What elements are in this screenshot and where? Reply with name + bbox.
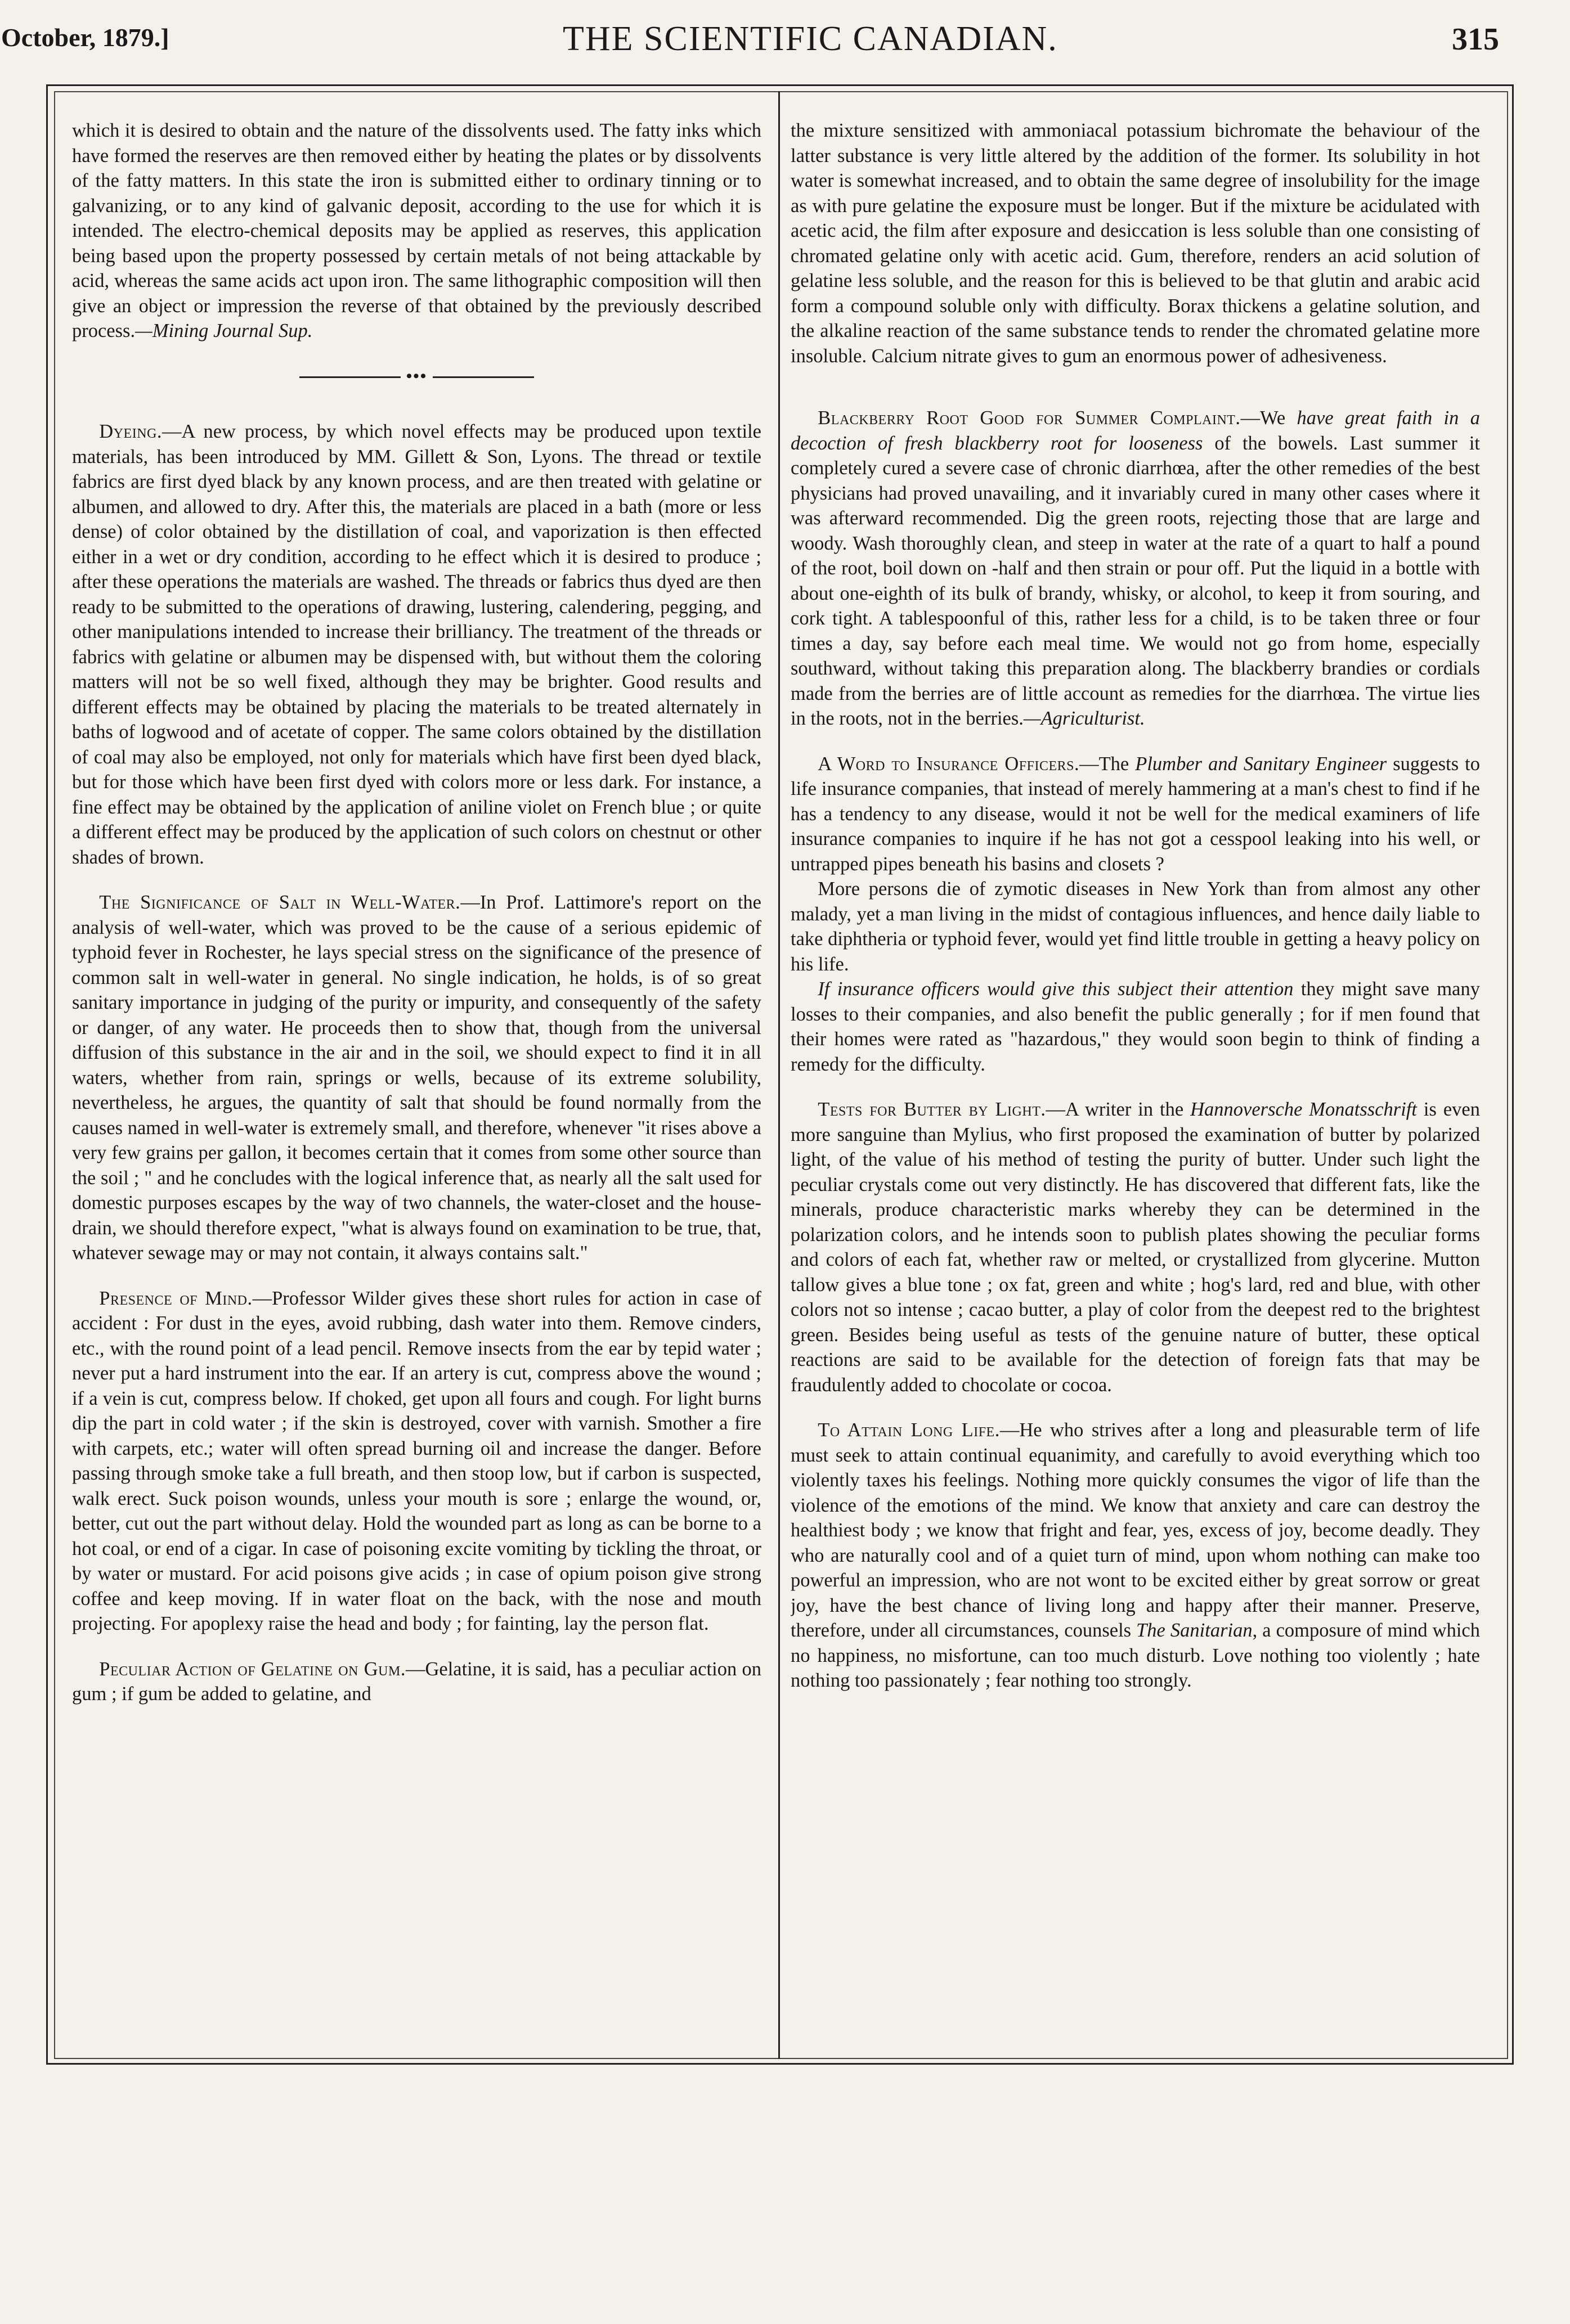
article-salt-well-water (72, 890, 761, 1266)
article-heading: Peculiar Action of Gelatine on Gum. (99, 1658, 406, 1680)
article-body: suggests to life insurance companies, that instead of merely hammering at a man's chest to find if he has a tendency to any disease, would it not be well for the medical examiners of life insurance companies to inquire if he has not got a cesspool leaking into his well, or untrapped pipes beneath his basins and closets ? (791, 753, 1480, 875)
continuation-source: —Mining Journal Sup. (135, 320, 313, 341)
journal-name: Plumber and Sanitary Engineer (1135, 753, 1387, 775)
article-presence-of-mind (72, 1286, 761, 1637)
journal-name: Hannoversche Monatsschrift (1190, 1099, 1417, 1120)
page-number: 315 (1452, 22, 1499, 57)
article-blackberry-root (791, 406, 1480, 731)
column-divider (778, 91, 780, 2059)
section-separator (72, 364, 761, 389)
publication-title: THE SCIENTIFIC CANADIAN. (563, 20, 1058, 58)
article-body: —In Prof. Lattimore's report on the analysis of well-water, which was proved to be the cause of a serious epidemic of typhoid fever in Rochester, he lays special stress on the significance of the presence of common salt in well-water in general. No single indication, he holds, is of so great sanitary importance in judging of the purity or impurity, and consequently of the safety or danger, of any water. He proceeds then to show that, though from the universal diffusion of this substance in the air and in the soil, we should expect to find it in all waters, whether from rain, springs or wells, because of its extreme solubility, nevertheless, he argues, the quantity of salt that should be found normally from the causes named in well-water is extremely small, and therefore, whenever "it rises above a very few grains per gallon, it becomes certain that it comes from some other source than the soil ; " and he concludes with the logical inference that, as nearly all the salt used for domestic purposes escapes by the way of two channels, the water-closet and the house-drain, we should therefore expect, "what is always found on examination to be true, that, whatever sewage may or may not contain, it always contains salt." (72, 892, 761, 1264)
article-intro: —A writer in the (1046, 1099, 1191, 1120)
article-body: —Professor Wilder gives these short rules for action in case of accident : For dust in the eyes, avoid rubbing, dash water into them. Remove cinders, etc., with the round point of a lead pencil. Remove insects from the ear by tepid water ; never put a hard instrument into the ear. If an artery is cut, compress above the wound ; if a vein is cut, compress below. If choked, get upon all fours and cough. For light burns dip the part in cold water ; if the skin is destroyed, cover with varnish. Smother a fire with carpets, etc.; water will often spread burning oil and increase the danger. Before passing through smoke take a full breath, and then stoop low, but if carbon is suspected, walk erect. Suck poison wounds, unless your mouth is sore ; enlarge the wound, or, better, cut out the part without delay. Hold the wounded part as long as can be borne to a hot coal, or end of a cigar. In case of poisoning excite vomiting by tickling the throat, or by water or mustard. For acid poisons give acids ; in case of opium poison give strong coffee and keep moving. If in water float on the back, with the nose and mouth projecting. For apoplexy raise the head and body ; for fainting, lay the person flat. (72, 1287, 761, 1634)
journal-name: The Sanitarian (1136, 1620, 1253, 1641)
separator-rule-left (299, 376, 401, 378)
continuation-text: which it is desired to obtain and the nature of the dissolvents used. The fatty inks which have formed the reserves are then removed either by heating the plates or by dissolvents of the fatty matters. In this state the iron is submitted either to ordinary tinning or to galvanizing, or to any kind of galvanic deposit, according to the use for which it is intended. The electro-chemical deposits may be applied as reserves, this application being based upon the property possessed by certain metals of not being attackable by acid, whereas the same acids act upon iron. The same lithographic composition will then give an object or impression the reverse of that obtained by the previously described process. (72, 120, 761, 341)
separator-rule-right (433, 376, 534, 378)
article-intro-italic: have great faith in a decoction of fresh blackberry root for looseness (791, 407, 1480, 454)
article-paragraph-2: More persons die of zymotic diseases in New York than from almost any other malady, yet a man living in the midst of contagious influences, and hence daily liable to take diphtheria or typhoid fever, would yet find little trouble in getting a heavy policy on his life. (791, 878, 1480, 975)
article-body: of the bowels. Last summer it completely cured a severe case of chronic diarrhœa, after the other remedies of the best physicians had proved unavailing, and it invariably cured in many other cases where it was afterward recommended. Dig the green roots, rejecting those that are large and woody. Wash thoroughly clean, and steep in water at the rate of a quart to half a pound of the root, boil down on -half and then strain or pour off. Put the liquid in a bottle with about one-eighth of its bulk of brandy, whisky, or alcohol, to keep it from souring, and cork tight. A tablespoonful of this, rather less for a child, is to be taken three or four times a day, say before each meal time. We would not go from home, especially southward, without taking this preparation along. The blackberry brandies or cordials made from the berries are of little account as remedies for the diarrhœa. The virtue lies in the roots, not in the berries. (791, 432, 1480, 729)
right-column (791, 118, 1480, 2053)
page-header (0, 0, 1570, 84)
article-heading: Blackberry Root Good for Summer Complaint. (818, 407, 1241, 429)
article-body: is even more sanguine than Mylius, who first proposed the examination of butter by polarized light, of the value of his method of testing the purity of butter. Under such light the peculiar crystals come out very distinctly. He has discovered that different fats, like the minerals, produce characteristic marks whereby they can be determined in the polarization colors, and he intends soon to publish plates showing the peculiar forms and colors of each fat, whether raw or melted, or crystallized from glycerine. Mutton tallow gives a blue tone ; ox fat, green and white ; hog's lard, red and blue, with other colors not so intense ; cacao butter, a play of color from the deepest red to the brightest green. Besides being useful as tests of the genuine nature of butter, these optical reactions are said to be available for the detection of foreign fats that may be fraudulently added to chocolate or cocoa. (791, 1099, 1480, 1396)
article-heading: The Significance of Salt in Well-Water. (99, 892, 461, 913)
article-body: —A new process, by which novel effects may be produced upon textile materials, has been introduced by MM. Gillett & Son, Lyons. The thread or textile fabrics are first dyed black by any known process, and are then treated with gelatine or albumen, and allowed to dry. After this, the materials are placed in a bath (more or less dense) of color obtained by the distillation of coal, and vaporization is then effected either in a wet or dry condition, according to he effect which it is desired to produce ; after these operations the materials are washed. The threads or fabrics thus dyed are then ready to be submitted to the operations of drawing, lustering, calendering, pegging, and other manipulations intended to increase their brilliancy. The treatment of the threads or fabrics with gelatine or albumen may be dispensed with, but without them the coloring matters will not be so well fixed, although they may be brighter. Good results and different effects may be obtained by placing the materials to be treated alternately in baths of logwood and of acetate of copper. The same colors obtained by the distillation of coal may also be employed, not only for materials which have first been dyed black, but for those which have been first dyed with colors more or less dark. For instance, a fine effect may be obtained by the application of aniline violet on French blue ; or quite a different effect may be produced by the application of such colors on chestnut or other shades of brown. (72, 421, 761, 868)
article-body-end: , a composure of mind which no happiness, no misfortune, can too much disturb. Love nothing too violently ; hate nothing too passionately ; fear nothing too strongly. (791, 1620, 1480, 1691)
article-heading: Presence of Mind. (99, 1287, 253, 1309)
left-column (72, 118, 761, 2053)
article-gelatine-gum (72, 1657, 761, 1707)
article-continuation-gelatine (791, 118, 1480, 368)
article-continuation-lithography (72, 118, 761, 344)
article-body: —Gelatine, it is said, has a peculiar action on gum ; if gum be added to gelatine, and (72, 1658, 761, 1705)
article-insurance-officers (791, 752, 1480, 1077)
article-heading: To Attain Long Life. (818, 1419, 1000, 1441)
article-body: —He who strives after a long and pleasurable term of life must seek to attain continual equanimity, and carefully to avoid everything which too violently taxes his feelings. Nothing more quickly consumes the vigor of life than the violence of the emotions of the mind. We know that anxiety and care can destroy the healthiest body ; we know that fright and fear, yes, excess of joy, become deadly. They who are naturally cool and of a quiet turn of mind, upon whom nothing can make too powerful an impression, who are not wont to be excited either by great sorrow or great joy, have the best chance of living long and happy after their manner. Preserve, therefore, under all circumstances, counsels (791, 1419, 1480, 1641)
separator-ornament: ••• (406, 366, 428, 385)
article-paragraph-3-italic: If insurance officers would give this subject their attention (818, 978, 1294, 1000)
article-intro: —We (1240, 407, 1297, 429)
article-source: —Agriculturist. (1023, 708, 1145, 729)
article-long-life (791, 1418, 1480, 1693)
article-dyeing (72, 419, 761, 870)
article-heading: A Word to Insurance Officers. (818, 753, 1080, 775)
continuation-text: the mixture sensitized with ammoniacal potassium bichromate the behaviour of the latter substance is very little altered by the addition of the former. Its solubility in hot water is somewhat increased, and to obtain the same degree of insolubility for the image as with pure gelatine the exposure must be longer. But if the mixture be acidulated with acetic acid, the film after exposure and desiccation is less soluble than one consisting of chromated gelatine only with acetic acid. Gum, therefore, renders an acid solution of gelatine less soluble, and the reason for this is believed to be that glutin and arabic acid form a compound soluble only with difficulty. Borax thickens a gelatine solution, and the alkaline reaction of the same substance tends to render the chromated gelatine more insoluble. Calcium nitrate gives to gum an enormous power of adhesiveness. (791, 120, 1480, 367)
article-intro: —The (1079, 753, 1136, 775)
spacer (791, 389, 1480, 406)
article-butter-tests (791, 1097, 1480, 1397)
issue-date: October, 1879.] (1, 23, 169, 52)
article-heading: Tests for Butter by Light. (818, 1099, 1046, 1120)
article-paragraph-3: they might save many losses to their companies, and also benefit the public generally ; for if men found that their homes were rated as "hazardous," they would soon begin to think of finding a remedy for the difficulty. (791, 978, 1480, 1075)
article-heading: Dyeing. (99, 421, 162, 442)
